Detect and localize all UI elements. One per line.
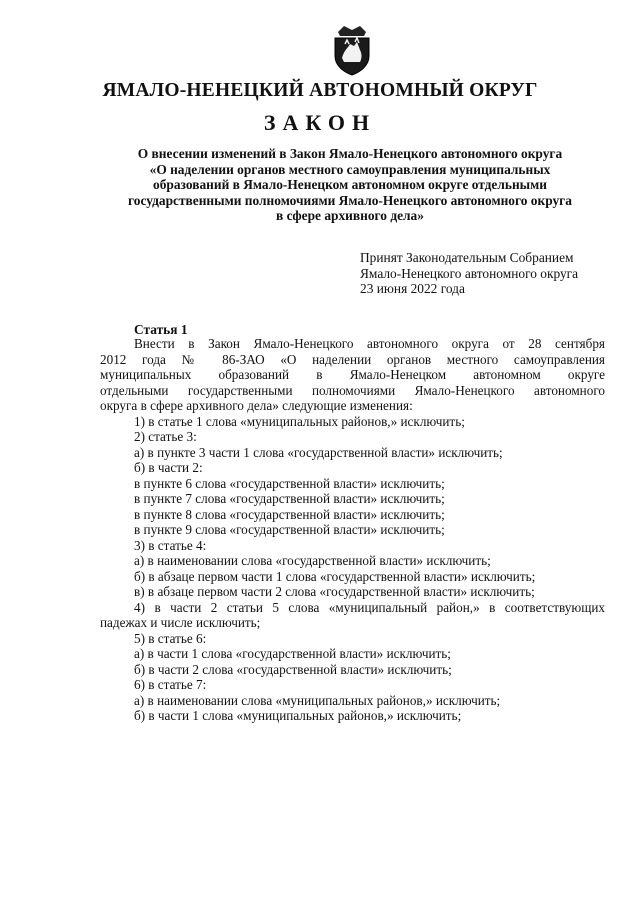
article-heading: Статья 1 [134, 322, 188, 337]
intro-line: Внести в Закон Ямало-Ненецкого автономного округа от 28 сентября [134, 336, 605, 351]
document-type: ЗАКОН [263, 110, 377, 135]
amendment-item: 6) в статье 7: [134, 677, 207, 692]
amendment-item: а) в части 1 слова «государственной власти» исключить; [134, 646, 451, 661]
intro-line: муниципальных образований в Ямало-Ненецком автономном округе [100, 367, 605, 382]
amendment-item: 2) статье 3: [134, 429, 197, 444]
adoption-note [360, 250, 578, 297]
amendment-item: б) в части 2 слова «государственной власти» исключить; [134, 661, 452, 677]
amendment-item: в) в абзаце первом части 2 слова «государственной власти» исключить; [134, 584, 535, 599]
adoption-line: Ямало-Ненецкого автономного округа [360, 265, 579, 281]
adoption-line: 23 июня 2022 года [360, 281, 465, 297]
amendment-item: 1) в статье 1 слова «муниципальных районов,» исключить; [134, 413, 465, 429]
intro-line: округа в сфере архивного дела» следующие изменения: [100, 398, 413, 413]
amendment-item: в пункте 9 слова «государственной власти» исключить; [134, 522, 445, 537]
intro-line: 2012 года № 86-ЗАО «О наделении органов местного самоуправления [100, 351, 605, 367]
amendment-item: в пункте 8 слова «государственной власти» исключить; [134, 506, 445, 522]
amendment-item: а) в пункте 3 части 1 слова «государственной власти» исключить; [134, 444, 503, 460]
amendment-item: б) в абзаце первом части 1 слова «государственной власти» исключить; [134, 568, 536, 584]
intro-line: отдельными государственными полномочиями Ямало-Ненецкого автономного [100, 382, 605, 398]
amendment-item: 5) в статье 6: [134, 630, 207, 646]
amendment-item: а) в наименовании слова «государственной власти» исключить; [134, 553, 491, 568]
title-line: в сфере архивного дела» [276, 208, 424, 223]
amendment-item: б) в части 2: [134, 460, 203, 475]
amendment-item: б) в части 1 слова «муниципальных районов,» исключить; [134, 708, 462, 723]
amendment-item: падежах и числе исключить; [100, 615, 261, 630]
article-body [100, 336, 605, 724]
title-line: «О наделении органов местного самоуправления муниципальных [149, 161, 551, 177]
amendment-item: 4) в части 2 статьи 5 слова «муниципальный район,» в соответствующих [134, 599, 605, 615]
title-line: образований в Ямало-Ненецком автономном округе отдельными [153, 177, 547, 192]
amendment-item: а) в наименовании слова «муниципальных районов,» исключить; [134, 692, 501, 708]
amendment-item: в пункте 7 слова «государственной власти» исключить; [134, 491, 445, 506]
amendment-item: 3) в статье 4: [134, 537, 207, 553]
title-line: государственными полномочиями Ямало-Ненецкого автономного округа [128, 192, 572, 208]
coat-of-arms-emblem [330, 22, 374, 76]
amendment-item: в пункте 6 слова «государственной власти» исключить; [134, 475, 445, 491]
adoption-line: Принят Законодательным Собранием [360, 250, 574, 265]
title-line: О внесении изменений в Закон Ямало-Ненецкого автономного округа [137, 146, 563, 161]
law-title [90, 146, 610, 224]
region-name: ЯМАЛО-НЕНЕЦКИЙ АВТОНОМНЫЙ ОКРУГ [102, 80, 538, 101]
